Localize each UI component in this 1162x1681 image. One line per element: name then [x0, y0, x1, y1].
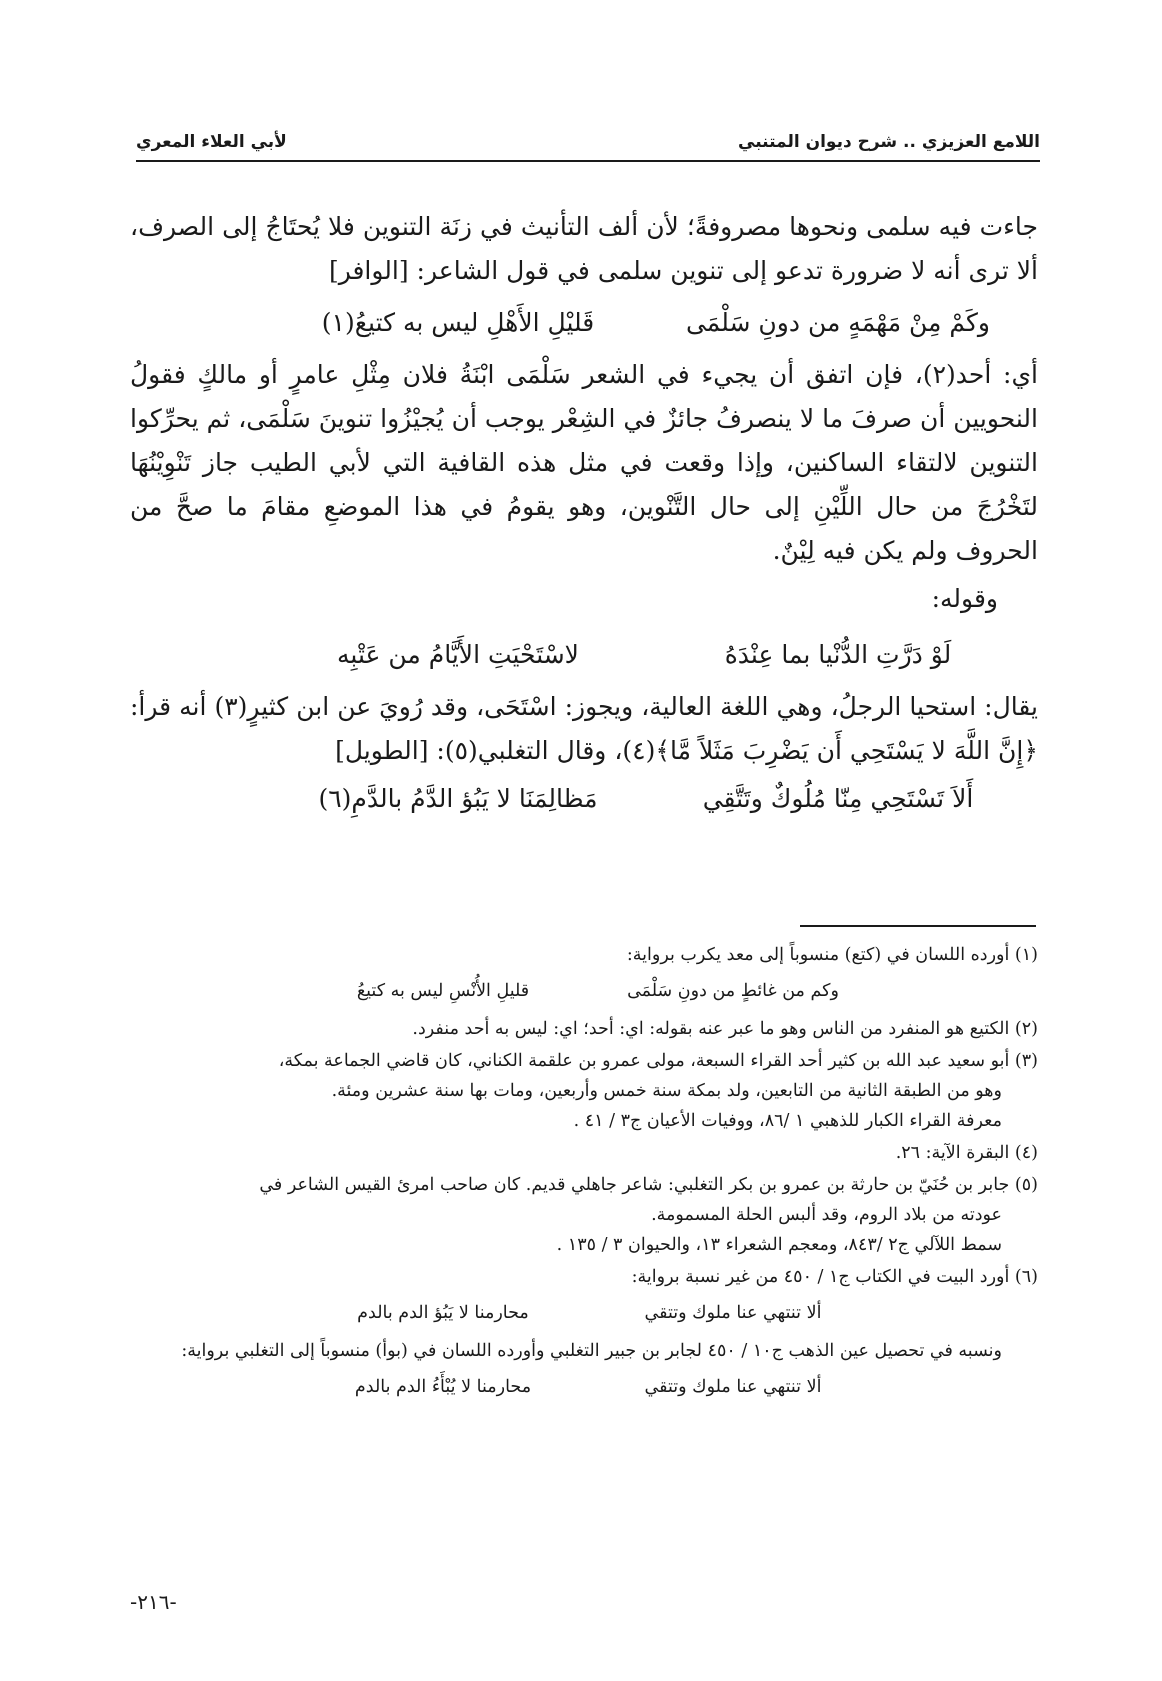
header-author: لأبي العلاء المعري — [136, 132, 287, 152]
page-number: -٢١٦- — [130, 1590, 177, 1614]
footnote-3 — [128, 1046, 1038, 1136]
verse-1 — [130, 299, 1038, 347]
paragraph-4: يقال: استحيا الرجلُ، وهي اللغة العالية، ويجوز: اسْتَحَى، وقد رُويَ عن ابن كثيرٍ(٣) أنه قرأ: ﴿إِنَّ اللَّهَ لا يَسْتَحِي أَن يَضْرِبَ مَثَلاً مَّا﴾(٤)، وقال التغلبي(٥): [الطويل] — [130, 692, 1038, 765]
header-rule — [136, 160, 1040, 162]
footnote-6-verse-2-second: محارمنا لا يُبْأَءُ الدم بالدم — [354, 1377, 532, 1397]
footnote-3-line-3: معرفة القراء الكبار للذهبي ١ /٨٦، ووفيات الأعيان ج٣ / ٤١ . — [573, 1111, 1002, 1131]
footnote-1-verse-first: وكم من غائطٍ من دونِ سَلْمَى — [627, 981, 839, 1001]
footnote-3-line-1: (٣) أبو سعيد عبد الله بن كثير أحد القراء السبعة، مولى عمرو بن علقمة الكناني، كان قاضي الجماعة بمكة، — [278, 1051, 1038, 1071]
footnote-1: (١) أورده اللسان في (كتع) منسوباً إلى معد يكرب برواية: — [626, 945, 1038, 965]
footnote-6-verse-1 — [128, 1298, 1038, 1328]
verse-1-first-hemistich: وكَمْ مِنْ مَهْمَهٍ من دونِ سَلْمَى — [685, 308, 991, 337]
header-book-title: اللامع العزيزي .. شرح ديوان المتنبي — [738, 132, 1040, 152]
verse-2 — [130, 631, 1038, 679]
paragraph-2: أي: أحد(٢)، فإن اتفق أن يجيء في الشعر سَلْمَى ابْنَةُ فلان مِثْلِ عامرٍ أو مالكٍ فقولُ النحويين أن صرفَ ما لا ينصرفُ جائزٌ في الشِعْر يوجب أن يُجيْزُوا تنوينَ سَلْمَى، ثم يحرِّكوا التنوين لالتقاء الساكنين، وإذا وقعت في مثل هذه القافية التي لأبي الطيب جاز تَنْوِيْنُهَا لتَخْرُجَ من حال اللِّيْنِ إلى حال التَّنْوين، وهو يقومُ في هذا الموضعِ مقامَ ما صحَّ من الحروف ولم يكن فيه لِيْنٌ. — [130, 360, 1038, 565]
footnote-4: (٤) البقرة الآية: ٢٦. — [895, 1143, 1038, 1163]
footnote-6-verse-1-first: ألا تنتهي عنا ملوك وتتقي — [644, 1303, 822, 1323]
paragraph-1: جاءت فيه سلمى ونحوها مصروفةً؛ لأن ألف التأنيث في زنَة التنوين فلا يُحتَاجُ إلى الصرف، ألا ترى أنه لا ضرورة تدعو إلى تنوين سلمى في قول الشاعر: [الوافر] — [130, 212, 1038, 285]
verse-3-second-hemistich: مَظالِمَنَا لا يَبُؤ الدَّمُ بالدَّمِ(٦) — [318, 784, 598, 813]
footnote-6-verse-2-first: ألا تنتهي عنا ملوك وتتقي — [644, 1377, 822, 1397]
footnote-6-line-2: ونسبه في تحصيل عين الذهب ج١٠ / ٤٥٠ لجابر بن جبير التغلبي وأورده اللسان في (بوأ) منسوباً إلى التغلبي برواية: — [181, 1341, 1002, 1361]
footnotes — [128, 940, 1038, 1410]
footnote-1-verse — [128, 976, 1038, 1006]
running-header — [136, 112, 1040, 152]
main-text — [130, 205, 1038, 829]
footnote-5-line-3: سمط اللآلي ج٢ /٨٤٣، ومعجم الشعراء ١٣، والحيوان ٣ / ١٣٥ . — [556, 1235, 1002, 1255]
footnote-6-continuation — [128, 1336, 1038, 1366]
footnote-1-verse-second: قليلِ الأُنْسِ ليس به كتيعُ — [356, 981, 530, 1001]
verse-2-second-hemistich: لاسْتَحْيَتِ الأَيَّامُ من عَتْبِه — [337, 640, 579, 669]
verse-3-first-hemistich: أَلاَ تَسْتَحِي مِنّا مُلُوكٌ وتَتَّقِي — [702, 784, 974, 813]
footnote-5 — [128, 1170, 1038, 1260]
footnote-3-line-2: وهو من الطبقة الثانية من التابعين، ولد بمكة سنة خمس وأربعين، ومات بها سنة عشرين ومئة. — [331, 1081, 1002, 1101]
verse-3 — [130, 775, 1038, 823]
footnote-5-line-1: (٥) جابر بن حُنَيّ بن حارثة بن عمرو بن بكر التغلبي: شاعر جاهلي قديم. كان صاحب امرئ القيس الشاعر في — [259, 1175, 1038, 1195]
verse-2-first-hemistich: لَوْ دَرَّتِ الدُّنْيا بما عِنْدَهُ — [724, 640, 952, 669]
footnote-6-verse-2 — [128, 1372, 1038, 1402]
footnote-6: (٦) أورد البيت في الكتاب ج١ / ٤٥٠ من غير نسبة برواية: — [631, 1267, 1038, 1287]
verse-1-second-hemistich: قَليْلِ الأَهْلِ ليس به كتيعُ(١) — [321, 308, 595, 337]
footnote-rule — [800, 925, 1036, 927]
footnote-6-verse-1-second: محارمنا لا يَبُؤ الدم بالدم — [357, 1303, 529, 1323]
footnote-5-line-2: عودته من بلاد الروم، وقد ألبس الحلة المسمومة. — [651, 1205, 1002, 1225]
footnote-2: (٢) الكتيع هو المنفرد من الناس وهو ما عبر عنه بقوله: اي: أحد؛ اي: ليس به أحد منفرد. — [412, 1019, 1038, 1039]
paragraph-3: وقوله: — [931, 584, 998, 613]
